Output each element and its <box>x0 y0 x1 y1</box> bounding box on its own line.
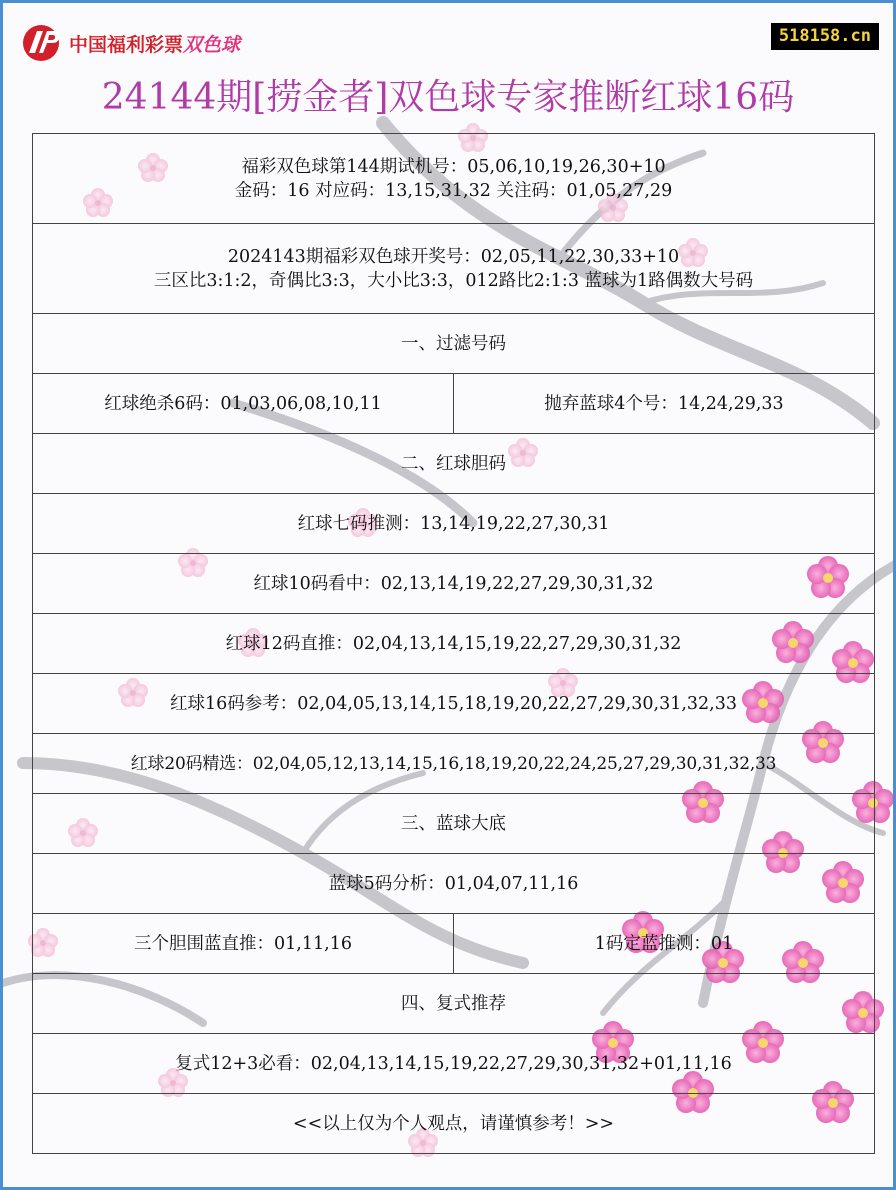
table-row <box>33 974 875 1034</box>
previous-draw-analysis-line: 三区比3:1:2，奇偶比3:3，大小比3:3，012路比2:1:3 蓝球为1路偶数大号码 <box>153 270 754 291</box>
blue-3-cell: 三个胆围蓝直推：01,11,16 <box>33 914 454 974</box>
welfare-lottery-logo-icon <box>19 23 65 63</box>
combo-cell: 复式12+3必看：02,04,13,14,15,19,22,27,29,30,31,32+01,11,16 <box>33 1034 875 1094</box>
table-row <box>33 674 875 734</box>
section-heading-combo: 四、复式推荐 <box>33 974 875 1034</box>
red-12-cell: 红球12码直推：02,04,13,14,15,19,22,27,29,30,31,32 <box>33 614 875 674</box>
table-row <box>33 1034 875 1094</box>
table-row <box>33 314 875 374</box>
brand-logo <box>19 23 240 63</box>
red-10-cell: 红球10码看中：02,13,14,19,22,27,29,30,31,32 <box>33 554 875 614</box>
blue-1-cell: 1码定蓝推测：01 <box>454 914 875 974</box>
table-row <box>33 434 875 494</box>
table-row <box>33 734 875 794</box>
blue-drop-cell: 抛弃蓝球4个号：14,24,29,33 <box>454 374 875 434</box>
section-heading-blue: 三、蓝球大底 <box>33 794 875 854</box>
gold-code-line: 金码：16 对应码：13,15,31,32 关注码：01,05,27,29 <box>234 180 673 201</box>
table-row <box>33 1094 875 1154</box>
table-row <box>33 914 875 974</box>
disclaimer-cell: <<以上仅为个人观点，请谨慎参考！>> <box>33 1094 875 1154</box>
red-16-cell: 红球16码参考：02,04,05,13,14,15,18,19,20,22,27,29,30,31,32,33 <box>33 674 875 734</box>
site-badge: 518158.cn <box>771 23 879 50</box>
table-row <box>33 494 875 554</box>
section-heading-red: 二、红球胆码 <box>33 434 875 494</box>
red-20-cell: 红球20码精选：02,04,05,12,13,14,15,16,18,19,20,22,24,25,27,29,30,31,32,33 <box>33 734 875 794</box>
trial-numbers-cell <box>33 134 875 224</box>
page-title: 24144期[捞金者]双色球专家推断红球16码 <box>101 77 795 118</box>
brand-logo-main: 中国福利彩票 <box>69 33 184 56</box>
blue-5-cell: 蓝球5码分析：01,04,07,11,16 <box>33 854 875 914</box>
previous-draw-cell <box>33 224 875 314</box>
table-row <box>33 854 875 914</box>
table-row <box>33 794 875 854</box>
table-row <box>33 374 875 434</box>
section-heading-filter: 一、过滤号码 <box>33 314 875 374</box>
trial-numbers-line: 福彩双色球第144期试机号：05,06,10,19,26,30+10 <box>241 156 666 177</box>
table-row <box>33 554 875 614</box>
header <box>3 3 893 133</box>
brand-logo-accent: 双色球 <box>183 33 241 56</box>
prediction-table <box>32 133 875 1154</box>
red-kill-cell: 红球绝杀6码：01,03,06,08,10,11 <box>33 374 454 434</box>
table-row <box>33 224 875 314</box>
previous-draw-line: 2024143期福彩双色球开奖号：02,05,11,22,30,33+10 <box>227 246 680 267</box>
red-7-cell: 红球七码推测：13,14,19,22,27,30,31 <box>33 494 875 554</box>
table-row <box>33 134 875 224</box>
brand-logo-text <box>69 30 240 57</box>
table-row <box>33 614 875 674</box>
